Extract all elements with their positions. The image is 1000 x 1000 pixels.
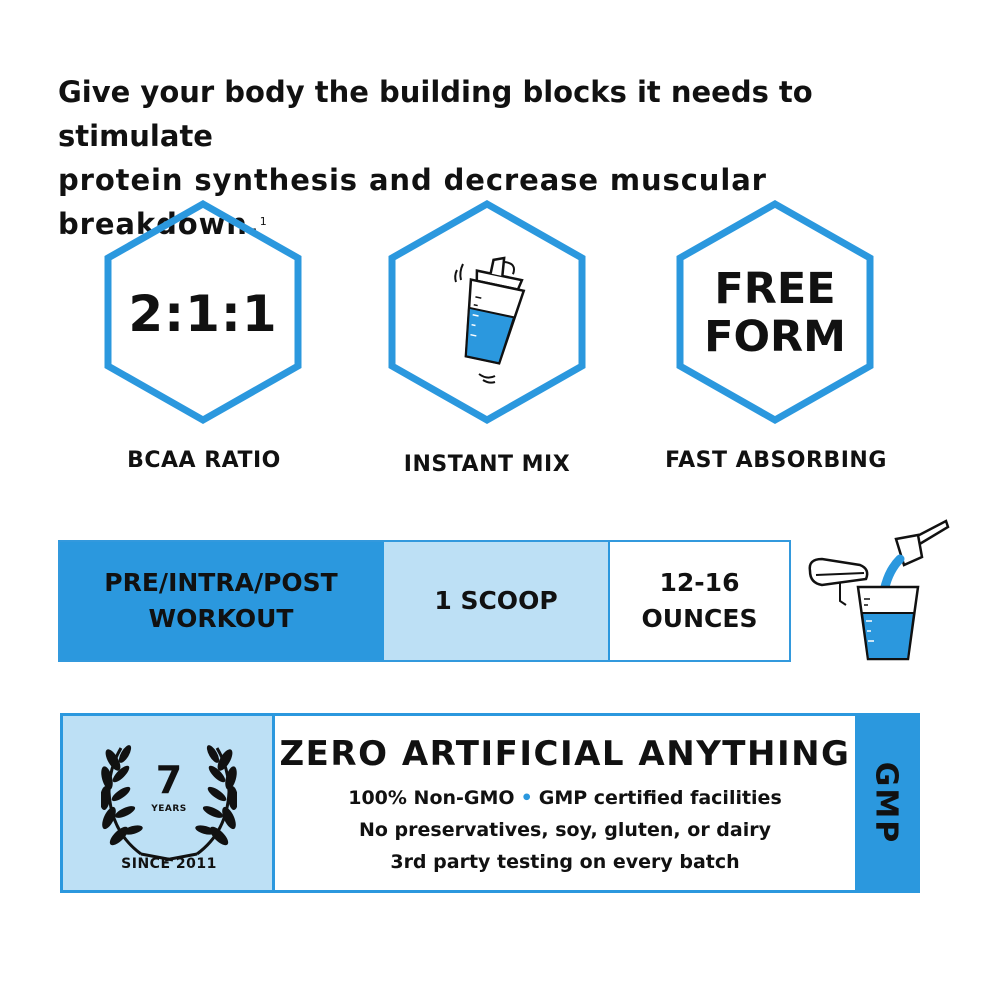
- years-badge: [63, 716, 275, 890]
- hex-badge-free-form: [675, 200, 875, 425]
- headline-line-2-text: protein synthesis and decrease muscular breakdown.: [58, 163, 767, 241]
- bcaa-ratio-value: 2:1:1: [128, 285, 278, 343]
- hex-badge-bcaa-ratio: [103, 200, 303, 425]
- years-number: 7: [155, 758, 183, 802]
- dosage-water-cell: [610, 542, 789, 660]
- years-caption: YEARS: [151, 804, 187, 814]
- quality-title: ZERO ARTIFICIAL ANYTHING: [279, 734, 851, 774]
- scoop-pouring-into-shaker-icon: [800, 515, 960, 665]
- dosage-timing-line-1: PRE/INTRA/POST: [104, 568, 338, 597]
- dosage-water-line-2: OUNCES: [641, 604, 758, 633]
- quality-line-2: No preservatives, soy, gluten, or dairy: [358, 819, 771, 841]
- dosage-timing-cell: [60, 542, 382, 660]
- dosage-water-line-1: 12-16: [659, 568, 740, 597]
- footnote-marker: 1: [259, 215, 268, 228]
- quality-claims: [275, 716, 855, 890]
- gmp-side-tab: [855, 716, 917, 890]
- since-year-text: SINCE 2011: [121, 856, 217, 872]
- gmp-facilities-text: GMP certified facilities: [538, 787, 782, 809]
- fast-absorbing-label: FAST ABSORBING: [665, 448, 887, 473]
- bullet-separator: •: [520, 787, 533, 809]
- hex-badge-instant-mix: [387, 200, 587, 425]
- bcaa-ratio-label: BCAA RATIO: [127, 448, 281, 473]
- non-gmo-text: 100% Non-GMO: [348, 787, 515, 809]
- quality-line-1: [275, 782, 855, 814]
- dosage-serving-cell: [382, 542, 610, 660]
- gmp-label: GMP: [868, 761, 904, 845]
- dosage-bar: [58, 540, 791, 662]
- quality-banner: [60, 713, 920, 893]
- free-form-line-1: FREE: [714, 264, 836, 314]
- headline-line-1: Give your body the building blocks it needs to stimulate: [58, 75, 813, 153]
- quality-line-3: 3rd party testing on every batch: [390, 851, 740, 873]
- dosage-timing-line-2: WORKOUT: [148, 604, 294, 633]
- shaker-cup-icon: [387, 200, 587, 425]
- free-form-text: [675, 265, 875, 361]
- free-form-line-2: FORM: [704, 312, 846, 362]
- instant-mix-label: INSTANT MIX: [403, 452, 571, 477]
- dosage-serving-text: 1 SCOOP: [434, 586, 558, 615]
